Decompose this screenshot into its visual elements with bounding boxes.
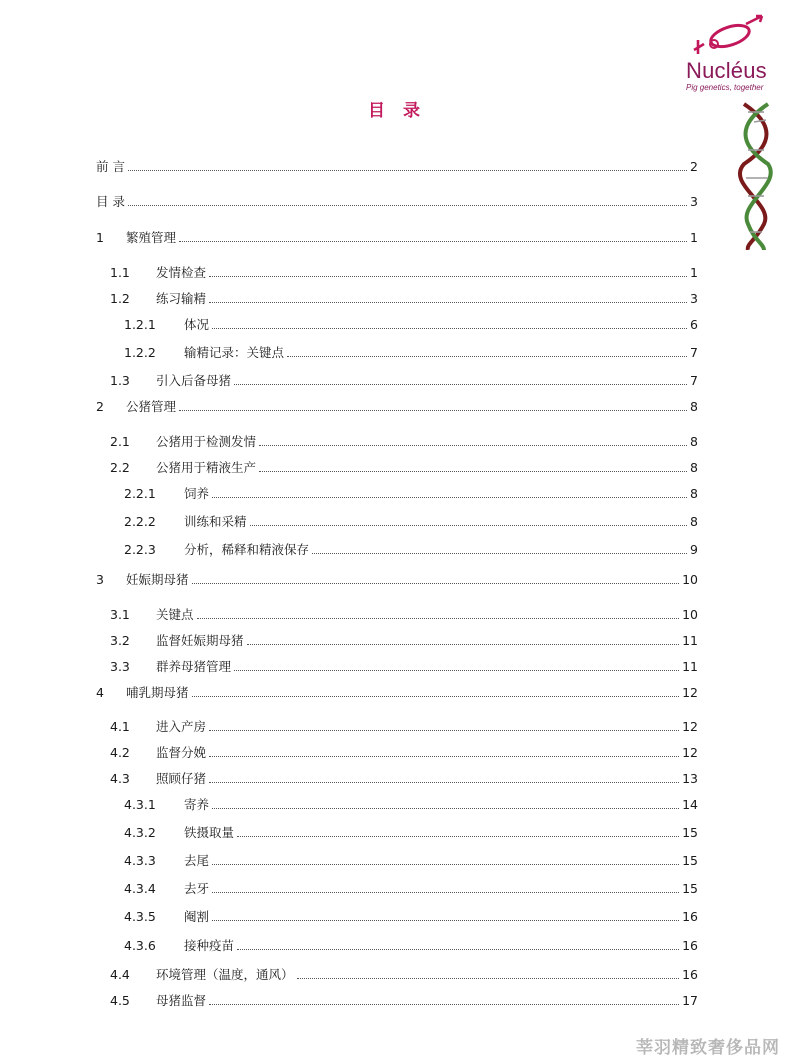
toc-entry-number: 1.1 [110, 265, 130, 280]
toc-entry-page: 12 [682, 685, 698, 700]
toc-entry-label: 练习输精 [156, 291, 207, 306]
toc-entry[interactable] [96, 683, 698, 701]
toc-entry-label: 去牙 [184, 881, 210, 896]
toc-dot-leader [212, 892, 679, 893]
toc-entry-label: 监督妊娠期母猪 [156, 633, 244, 648]
toc-entry-page: 8 [690, 486, 698, 501]
toc-entry-number: 4.3.2 [124, 825, 156, 840]
toc-entry-number: 2.2.3 [124, 542, 156, 557]
toc-entry-page: 6 [690, 317, 698, 332]
toc-dot-leader [212, 920, 679, 921]
toc-entry[interactable] [124, 540, 698, 558]
toc-entry-number: 2.2 [110, 460, 130, 475]
toc-entry[interactable] [110, 657, 698, 675]
toc-dot-leader [234, 670, 679, 671]
toc-dot-leader [287, 356, 687, 357]
toc-entry-label: 分析，稀释和精液保存 [184, 542, 310, 557]
toc-entry[interactable] [110, 717, 698, 735]
toc-dot-leader [128, 170, 687, 171]
toc-entry-number: 2.2.1 [124, 486, 156, 501]
toc-entry-label: 公猪管理 [126, 399, 177, 414]
dna-helix-icon [734, 100, 780, 250]
toc-entry-label: 发情检查 [156, 265, 207, 280]
toc-entry-label: 公猪用于精液生产 [156, 460, 257, 475]
toc-entry[interactable] [96, 192, 698, 210]
toc-entry[interactable] [110, 289, 698, 307]
toc-entry[interactable] [124, 823, 698, 841]
toc-entry-number: 4.3.6 [124, 938, 156, 953]
toc-dot-leader [209, 276, 687, 277]
toc-entry[interactable] [124, 343, 698, 361]
toc-dot-leader [197, 618, 680, 619]
toc-entry-label: 输精记录：关键点 [184, 345, 285, 360]
toc-entry-label: 引入后备母猪 [156, 373, 232, 388]
toc-entry-number: 3.3 [110, 659, 130, 674]
toc-entry-page: 7 [690, 345, 698, 360]
toc-entry[interactable] [124, 879, 698, 897]
toc-dot-leader [250, 525, 688, 526]
toc-entry-number: 4 [96, 685, 104, 700]
toc-entry-page: 13 [682, 771, 698, 786]
toc-entry-number: 4.1 [110, 719, 130, 734]
toc-entry[interactable] [110, 432, 698, 450]
toc-entry-number: 3 [96, 572, 104, 587]
toc-dot-leader [237, 836, 679, 837]
toc-entry-label: 环境管理（温度，通风） [156, 967, 294, 982]
toc-entry-page: 7 [690, 373, 698, 388]
toc-entry[interactable] [110, 263, 698, 281]
toc-entry-number: 1.2 [110, 291, 130, 306]
toc-entry-page: 11 [682, 633, 698, 648]
toc-entry-label: 目 录 [96, 194, 125, 209]
toc-entry[interactable] [124, 851, 698, 869]
toc-dot-leader [259, 471, 687, 472]
toc-entry-page: 11 [682, 659, 698, 674]
toc-dot-leader [212, 808, 679, 809]
toc-entry-label: 阉割 [184, 909, 210, 924]
watermark: 莘羽精致奢侈品网 [636, 1038, 780, 1058]
toc-dot-leader [212, 328, 687, 329]
toc-entry[interactable] [96, 228, 698, 246]
logo-name: Nucléus [686, 58, 767, 83]
toc-entry[interactable] [124, 907, 698, 925]
toc-entry-label: 铁摄取量 [184, 825, 235, 840]
toc-entry-label: 饲养 [184, 486, 210, 501]
toc-entry-page: 8 [690, 514, 698, 529]
toc-dot-leader [209, 756, 679, 757]
toc-dot-leader [209, 1004, 679, 1005]
toc-entry-page: 17 [682, 993, 698, 1008]
toc-dot-leader [212, 864, 679, 865]
toc-entry-number: 4.2 [110, 745, 130, 760]
toc-entry[interactable] [124, 512, 698, 530]
logo-tagline: Pig genetics, together [686, 83, 764, 92]
toc-dot-leader [297, 978, 680, 979]
toc-entry-label: 去尾 [184, 853, 210, 868]
toc-dot-leader [312, 553, 687, 554]
toc-dot-leader [209, 302, 687, 303]
toc-entry-page: 14 [682, 797, 698, 812]
toc-entry-label: 繁殖管理 [126, 230, 177, 245]
toc-entry-label: 母猪监督 [156, 993, 207, 1008]
toc-entry[interactable] [124, 484, 698, 502]
toc-dot-leader [179, 410, 687, 411]
toc-entry-page: 8 [690, 460, 698, 475]
toc-entry-number: 2.2.2 [124, 514, 156, 529]
toc-entry-label: 妊娠期母猪 [126, 572, 189, 587]
toc-dot-leader [128, 205, 687, 206]
toc-entry-page: 16 [682, 938, 698, 953]
toc-entry[interactable] [96, 397, 698, 415]
toc-entry[interactable] [110, 965, 698, 983]
toc-dot-leader [192, 696, 680, 697]
toc-entry-number: 3.2 [110, 633, 130, 648]
toc-dot-leader [179, 241, 687, 242]
toc-entry-page: 8 [690, 399, 698, 414]
page-title: 目 录 [368, 101, 426, 121]
toc-entry-number: 4.3.3 [124, 853, 156, 868]
toc-entry-label: 前 言 [96, 159, 125, 174]
toc-dot-leader [192, 583, 680, 584]
toc-entry[interactable] [110, 605, 698, 623]
toc-entry[interactable] [124, 315, 698, 333]
toc-dot-leader [237, 949, 679, 950]
toc-entry[interactable] [110, 743, 698, 761]
toc-entry-number: 2 [96, 399, 104, 414]
toc-entry-label: 体况 [184, 317, 210, 332]
toc-entry-number: 2.1 [110, 434, 130, 449]
toc-entry[interactable] [110, 991, 698, 1009]
toc-entry-label: 公猪用于检测发情 [156, 434, 257, 449]
toc-dot-leader [212, 497, 687, 498]
toc-entry-label: 群养母猪管理 [156, 659, 232, 674]
toc-entry[interactable] [110, 631, 698, 649]
toc-entry-label: 训练和采精 [184, 514, 247, 529]
toc-dot-leader [209, 730, 679, 731]
toc-entry-page: 8 [690, 434, 698, 449]
toc-entry-page: 15 [682, 853, 698, 868]
toc-entry-page: 12 [682, 719, 698, 734]
toc-entry-page: 10 [682, 572, 698, 587]
toc-entry-label: 哺乳期母猪 [126, 685, 189, 700]
toc-entry-label: 接种疫苗 [184, 938, 235, 953]
toc-entry-number: 1 [96, 230, 104, 245]
toc-entry[interactable] [96, 570, 698, 588]
toc-entry-page: 12 [682, 745, 698, 760]
toc-dot-leader [209, 782, 679, 783]
toc-entry[interactable] [110, 769, 698, 787]
toc-entry-number: 1.3 [110, 373, 130, 388]
toc-entry-page: 1 [690, 230, 698, 245]
toc-entry-label: 进入产房 [156, 719, 207, 734]
toc-entry-number: 4.3.5 [124, 909, 156, 924]
toc-entry-label: 关键点 [156, 607, 194, 622]
toc-entry-page: 1 [690, 265, 698, 280]
toc-dot-leader [234, 384, 687, 385]
toc-entry-number: 4.3 [110, 771, 130, 786]
toc-entry-label: 照顾仔猪 [156, 771, 207, 786]
toc-entry-label: 寄养 [184, 797, 210, 812]
toc-entry[interactable] [110, 458, 698, 476]
toc-entry-page: 2 [690, 159, 698, 174]
toc-entry-number: 1.2.1 [124, 317, 156, 332]
toc-entry-page: 15 [682, 881, 698, 896]
toc-entry-number: 1.2.2 [124, 345, 156, 360]
toc-entry[interactable] [124, 795, 698, 813]
toc-entry-page: 9 [690, 542, 698, 557]
toc-entry-number: 4.3.1 [124, 797, 156, 812]
toc-entry-page: 15 [682, 825, 698, 840]
toc-entry-label: 监督分娩 [156, 745, 207, 760]
toc-dot-leader [247, 644, 680, 645]
toc-entry-page: 3 [690, 194, 698, 209]
toc-entry-number: 4.4 [110, 967, 130, 982]
toc-entry-page: 16 [682, 967, 698, 982]
toc-entry-number: 4.3.4 [124, 881, 156, 896]
toc-entry-page: 16 [682, 909, 698, 924]
toc-entry[interactable] [96, 157, 698, 175]
toc-dot-leader [259, 445, 687, 446]
toc-entry[interactable] [110, 371, 698, 389]
toc-entry-page: 10 [682, 607, 698, 622]
toc-entry[interactable] [124, 936, 698, 954]
toc-entry-number: 3.1 [110, 607, 130, 622]
toc-entry-page: 3 [690, 291, 698, 306]
toc-entry-number: 4.5 [110, 993, 130, 1008]
